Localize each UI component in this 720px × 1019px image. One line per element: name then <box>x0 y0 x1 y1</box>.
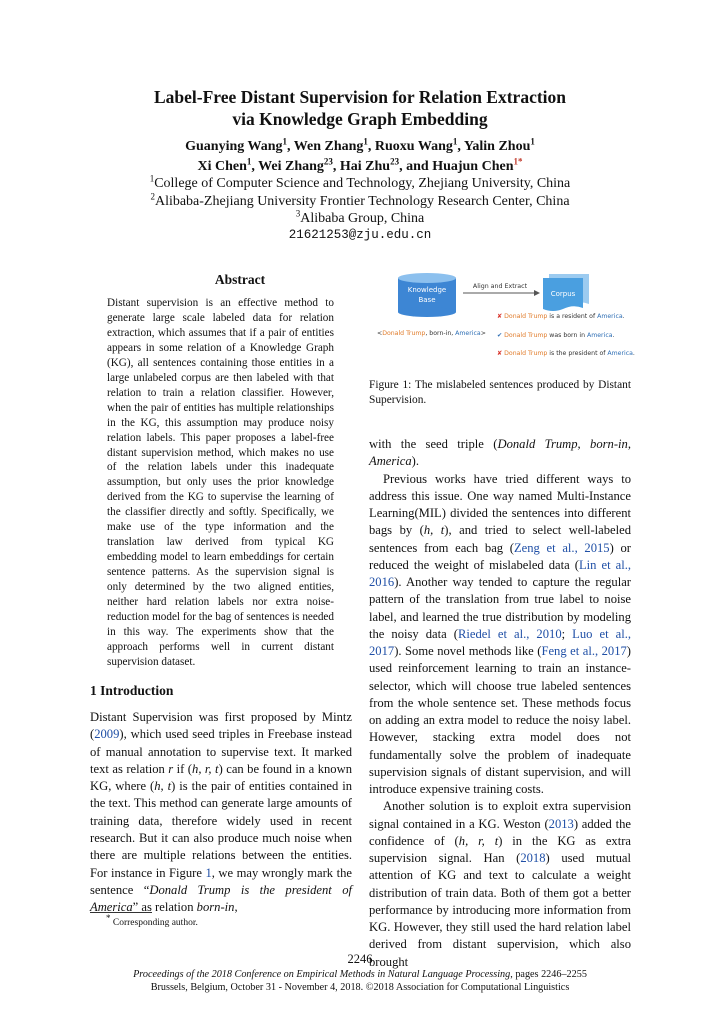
affiliation-line <box>0 190 720 211</box>
title-line-1: Label-Free Distant Supervision for Relation Extraction <box>153 87 567 107</box>
text-run: ) or reduced the weight of mislabeled data ( <box>369 540 631 572</box>
author-affiliation-marker: 1 <box>530 136 535 147</box>
affiliation-text: Alibaba Group, China <box>300 211 425 226</box>
figure-sentence-list <box>497 313 635 357</box>
affiliation-marker: 3 <box>295 208 301 219</box>
title-line-2: via Knowledge Graph Embedding <box>232 109 488 129</box>
text-run: ) can be found in a known KG, where ( <box>90 761 352 794</box>
affiliations <box>0 175 720 228</box>
italic-run: h, r, t <box>458 833 499 848</box>
author-affiliation-marker: 1 <box>363 136 368 147</box>
affiliation-line <box>0 175 720 193</box>
author-name: Huajun Chen <box>432 159 514 174</box>
text-run: ) used mutual attention of KG and text to calculate a weight distribution of train data. Both of them got a better performance by introducing more information from KG. However, they still used the hard relation label derived from distant supervision, which also brought <box>369 851 631 969</box>
abstract-heading: Abstract <box>214 272 266 287</box>
text-run: Another solution is to exploit extra supervision signal contained in a KG. Weston ( <box>369 799 631 831</box>
section-heading-introduction: 1 Introduction <box>90 683 174 698</box>
arrow-label: Align and Extract <box>472 283 528 290</box>
intro-left-column <box>90 709 352 917</box>
text-run: ), and tried to select well-labeled sentences from each bag ( <box>369 523 631 555</box>
knowledge-base-cylinder-icon <box>398 273 456 317</box>
proceedings-line-1 <box>0 968 720 981</box>
paper-title <box>0 86 720 130</box>
intro-paragraph-1 <box>90 709 352 917</box>
italic-run: Donald Trump is the president of America <box>90 882 352 915</box>
citation-link[interactable]: 1 <box>205 865 212 880</box>
text-run: ). <box>411 454 420 469</box>
citation-link[interactable]: Riedel et al., 2010 <box>457 626 562 641</box>
proceedings-title: Proceedings of the 2018 Conference on Empirical Methods in Natural Language Processing <box>133 969 511 980</box>
abstract-body: Distant supervision is an effective method to generate large scale labeled data for relation extraction, which assumes that if a pair of entities appears in some relation of a Knowledge Graph (KG), all sentences containing those entities in a large unlabeled corpus are then labeled with that relation to train a relation classifier. However, when the pair of entities has multiple relationships in the KG, this assumption may produce noisy relation labels. This paper proposes a label-free distant supervision method, which makes no use of the relation labels under this inadequate assumption, but only uses the prior knowledge derived from the KG to supervise the learning of the classifier directly and softly. Specifically, we make use of the type information and the translation law derived from typical KG embedding model to learn embeddings for certain sentence patterns. As the supervision signal is only determined by the two aligned entities, neither hard relation labels nor extra noise-reduction model for the bag of sentences is needed in this way. The experiments show that the approach performs well in current distant supervision dataset. <box>107 297 334 668</box>
seed-triple: <Donald Trump, born-in, America> <box>377 330 486 337</box>
citation-link[interactable]: Zeng et al., 2015 <box>513 540 610 555</box>
authors-line-1: Guanying Wang$^1$, Wen Zhang$^1$, Ruoxu Wang$^1$, Yalin Zhou$^1$ <box>185 136 535 154</box>
text-run: Distant Supervision was first proposed by Mintz ( <box>90 710 352 742</box>
text-run: ) is the pair of entities contained in the text. This method can generate large amounts of training data, therefore widely used in recent research. But it can also produce much noise when there are multiple relations between the entities. For instance in Figure <box>90 779 353 880</box>
footnote-text: Corresponding author. <box>112 918 198 929</box>
proceedings-line-2: Brussels, Belgium, October 31 - November 4, 2018. ©2018 Association for Computational Linguistics <box>150 982 570 993</box>
citation-link[interactable]: Lin et al., 2016 <box>369 557 632 589</box>
author-affiliation-marker: 1 <box>246 156 252 167</box>
footnote-marker: * <box>106 913 111 923</box>
figure-1-caption: Figure 1: The mislabeled sentences produced by Distant Supervision. <box>369 379 631 406</box>
footnote-divider <box>90 912 152 913</box>
figure-sentence: ✘ Donald Trump is the president of America. <box>497 350 635 357</box>
text-run: ) used reinforcement learning to train an instance-selector, which will choose true labeled sentences from the whole sentence set. These methods focus on adding an extra model to reduce the noisy label. However, stacking extra model does not fundamentally solve the problem of inadequate supervision signals of distant supervision, and will introduce expensive training costs. <box>369 644 631 796</box>
right-paragraph-3 <box>369 798 631 971</box>
text-run: ” as relation <box>132 900 197 915</box>
italic-run: h, t <box>423 523 445 538</box>
kb-label-2: Base <box>418 296 436 304</box>
author-affiliation-marker: 23 <box>390 156 400 167</box>
author-name: Yalin Zhou <box>463 139 531 154</box>
author-name: Hai Zhu <box>339 159 391 174</box>
italic-run: r <box>168 761 174 776</box>
intro-right-column <box>369 436 631 971</box>
author-affiliation-marker: 1* <box>513 156 523 167</box>
text-run: ). Another way tended to capture the regular pattern of the translation from true label to noise label, and learned the true distribution by modeling the noisy data ( <box>369 575 631 641</box>
footnote <box>106 913 198 929</box>
author-name: Guanying Wang <box>185 139 283 154</box>
citation-link[interactable]: Luo et al., 2017 <box>369 626 632 658</box>
figure-sentence: ✔ Donald Trump was born in America. <box>497 332 615 339</box>
text-run: ; <box>561 626 573 641</box>
text-run: Previous works have tried different ways to address this issue. One way named Multi-Instance Learning(MIL) divided the sentences into different bags by ( <box>369 471 631 538</box>
citation-link[interactable]: Feng et al., 2017 <box>541 644 627 658</box>
authors-line-2: Xi Chen$^1$, Wei Zhang$^{23}$, Hai Zhu$^{23}$, and Huajun Chen$^{1*}$ <box>197 156 523 174</box>
italic-run: Donald Trump, born-in, America <box>369 437 631 469</box>
text-run: if ( <box>173 761 193 776</box>
affiliation-text: Alibaba-Zhejiang University Frontier Technology Research Center, China <box>154 193 570 209</box>
citation-link[interactable]: 2009 <box>94 727 120 742</box>
proceedings-footer <box>0 968 720 994</box>
author-email[interactable]: 21621253@zju.edu.cn <box>288 228 432 242</box>
text-run: ). Some novel methods like ( <box>394 644 542 658</box>
figure-1-diagram <box>369 268 635 368</box>
proceedings-pages: , pages 2246–2255 <box>510 969 587 980</box>
affiliation-line <box>0 210 720 228</box>
text-run: ), which used seed triples in Freebase instead of manual annotation to supervise text. It marked text as relation <box>90 727 352 776</box>
figure-sentence: ✘ Donald Trump is a resident of America. <box>497 313 625 320</box>
citation-link[interactable]: 2013 <box>548 816 574 831</box>
corpus-document-icon <box>543 274 589 311</box>
right-paragraph-2 <box>369 471 631 799</box>
page-number: 2246 <box>347 952 373 966</box>
text-run: , we may wrongly mark the sentence “ <box>90 865 352 897</box>
citation-link[interactable]: 2018 <box>520 851 546 865</box>
align-extract-arrow-icon <box>463 283 540 296</box>
author-affiliation-marker: 1 <box>282 136 288 147</box>
author-list <box>0 137 720 177</box>
text-run: , <box>234 900 238 915</box>
text-run: ) added the confidence of ( <box>369 816 631 848</box>
affiliation-text: College of Computer Science and Technology, Zhejiang University, China <box>154 176 571 191</box>
author-name: Xi Chen <box>197 159 247 174</box>
corpus-label: Corpus <box>550 290 576 298</box>
kb-label-1: Knowledge <box>407 286 447 294</box>
text-run: with the seed triple ( <box>369 437 498 451</box>
italic-run: born-in <box>196 900 235 915</box>
italic-run: h, r, t <box>192 761 219 776</box>
affiliation-marker: 2 <box>150 190 155 201</box>
author-name: Ruoxu Wang <box>374 139 453 154</box>
text-run: ) in the KG as extra supervision signal. Han ( <box>369 833 631 865</box>
right-paragraph-1 <box>369 436 631 471</box>
author-affiliation-marker: 23 <box>323 156 333 167</box>
author-name: Wen Zhang <box>293 139 364 154</box>
author-affiliation-marker: 1 <box>452 136 458 147</box>
affiliation-marker: 1 <box>149 173 155 184</box>
italic-run: h, t <box>154 779 172 794</box>
author-name: Wei Zhang <box>258 159 324 174</box>
